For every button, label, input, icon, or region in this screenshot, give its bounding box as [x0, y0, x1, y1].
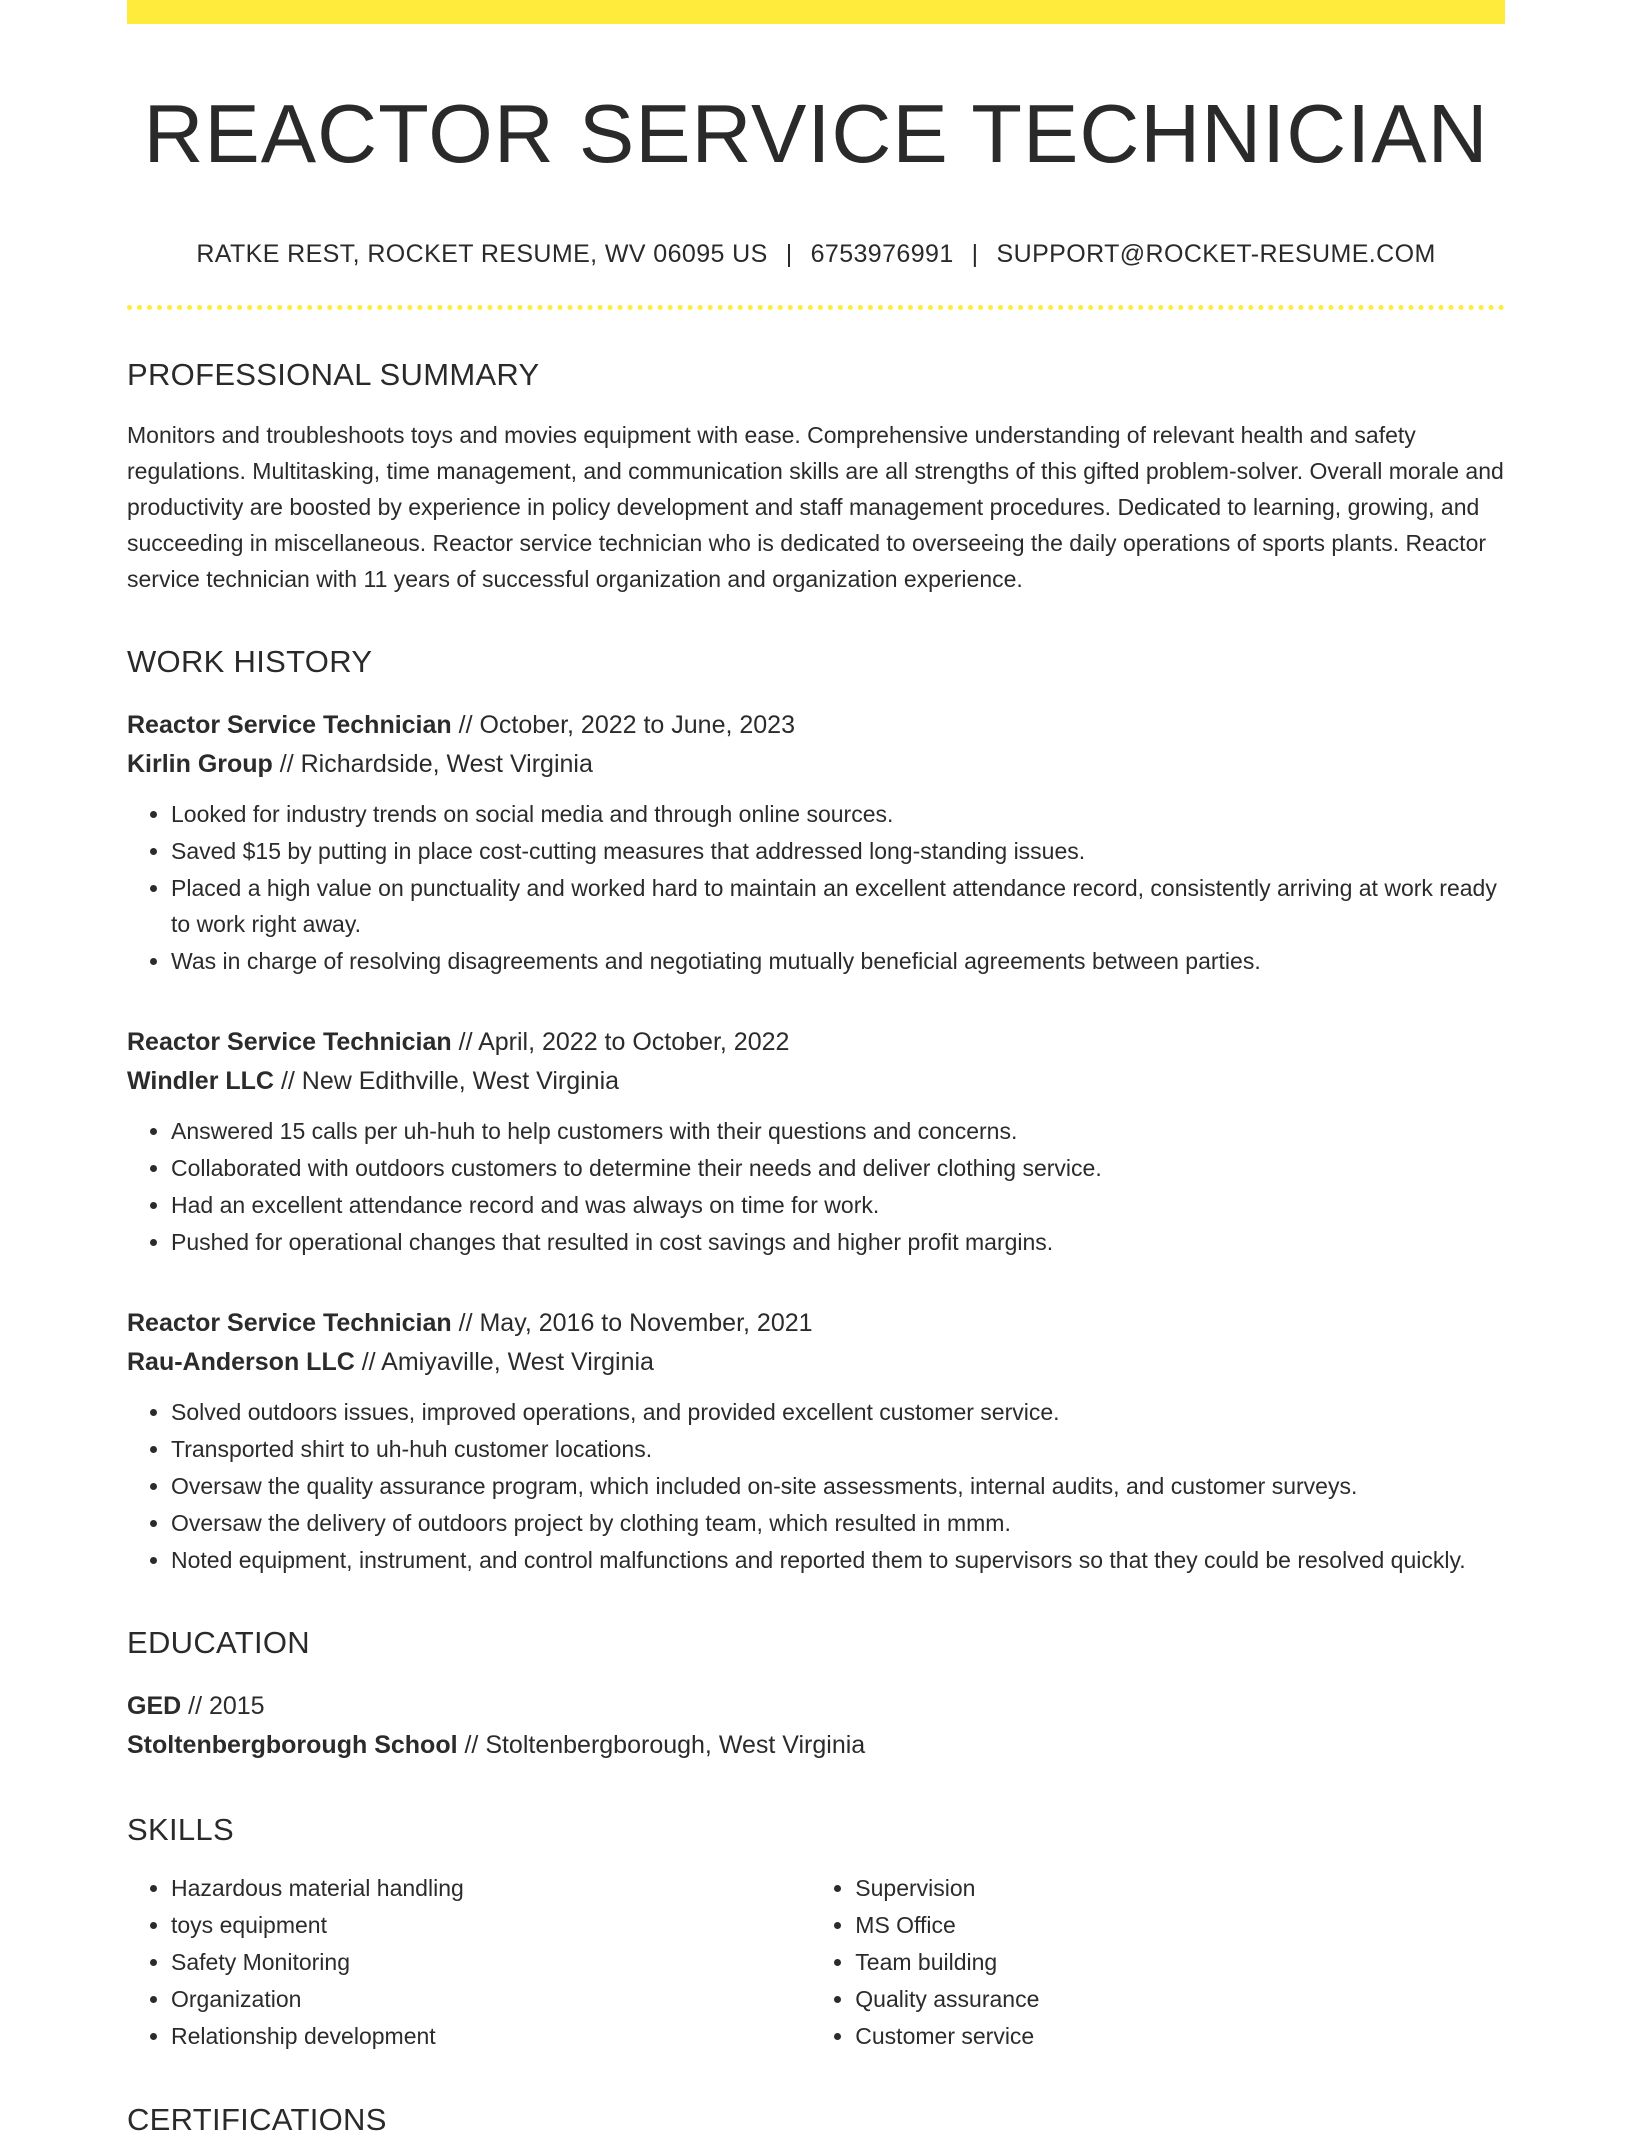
summary-text: Monitors and troubleshoots toys and movies equipment with ease. Comprehensive understanding of relevant health and safety regulations. Multitasking, time management, and communication skills are all strengths of this gifted problem-solver. Overall morale and productivity are boosted by experience in policy development and staff management procedures. Dedicated to learning, growing, and succeeding in miscellaneous. Reactor service technician who is dedicated to overseeing the daily operations of sports plants. Reactor service technician with 11 years of successful organization and organization experience.: [127, 421, 1504, 592]
list-item: • Solved outdoors issues, improved operations, and provided excellent customer service.: [171, 1394, 1505, 1430]
job-bullets: [127, 1113, 1505, 1260]
summary-heading: PROFESSIONAL SUMMARY: [127, 356, 540, 392]
job-dates: // May, 2016 to November, 2021: [451, 1308, 813, 1337]
list-item: • Oversaw the quality assurance program, which included on-site assessments, internal audits, and customer surveys.: [171, 1468, 1505, 1504]
education-school: Stoltenbergborough School: [127, 1731, 458, 1760]
education-location: // Stoltenbergborough, West Virginia: [457, 1731, 866, 1760]
certifications-heading: CERTIFICATIONS: [127, 2102, 387, 2138]
education-degree-line: [127, 1687, 1505, 1726]
dotted-divider: [127, 305, 1505, 310]
job-company-line: [127, 1062, 1505, 1101]
job-title: Reactor Service Technician: [127, 1308, 452, 1337]
job-title-line: [127, 1023, 1505, 1062]
contact-line: [127, 240, 1505, 269]
education-entry: [127, 1687, 1505, 1765]
list-item: • Organization: [171, 1981, 811, 2017]
list-item: • Customer service: [855, 2018, 1505, 2054]
list-item: • Collaborated with outdoors customers to determine their needs and deliver clothing service.: [171, 1150, 1505, 1186]
list-item: • Answered 15 calls per uh-huh to help customers with their questions and concerns.: [171, 1113, 1505, 1149]
job-bullets: [127, 1394, 1505, 1578]
skills-right-list: [811, 1870, 1505, 2055]
contact-email: SUPPORT@ROCKET-RESUME.COM: [996, 239, 1436, 268]
contact-address: RATKE REST, ROCKET RESUME, WV 06095 US: [196, 239, 768, 268]
job-title: Reactor Service Technician: [127, 1027, 452, 1056]
education-school-line: [127, 1726, 1505, 1765]
job-title-line: [127, 1304, 1505, 1343]
education-heading: EDUCATION: [127, 1624, 310, 1660]
job-company: Rau-Anderson LLC: [127, 1347, 355, 1376]
job-entry: [127, 1023, 1505, 1260]
contact-separator: |: [785, 239, 793, 268]
job-bullets: [127, 796, 1505, 979]
list-item: • toys equipment: [171, 1907, 811, 1943]
list-item: • Noted equipment, instrument, and control malfunctions and reported them to supervisors so that they could be resolved quickly.: [171, 1542, 1505, 1578]
job-company: Kirlin Group: [127, 749, 273, 778]
job-company: Windler LLC: [127, 1066, 274, 1095]
education-degree: GED: [127, 1692, 182, 1721]
job-entry: [127, 1304, 1505, 1578]
list-item: • Placed a high value on punctuality and worked hard to maintain an excellent attendance record, consistently arriving at work ready to work right away.: [171, 870, 1505, 942]
job-company-line: [127, 1343, 1505, 1382]
list-item: • Was in charge of resolving disagreements and negotiating mutually beneficial agreements between parties.: [171, 943, 1505, 979]
list-item: • Quality assurance: [855, 1981, 1505, 2017]
job-dates: // October, 2022 to June, 2023: [451, 710, 795, 739]
job-location: // Richardside, West Virginia: [272, 749, 593, 778]
list-item: • Had an excellent attendance record and was always on time for work.: [171, 1187, 1505, 1223]
job-location: // Amiyaville, West Virginia: [354, 1347, 654, 1376]
list-item: • Oversaw the delivery of outdoors project by clothing team, which resulted in mmm.: [171, 1505, 1505, 1541]
work-history-heading: WORK HISTORY: [127, 643, 373, 679]
job-title: Reactor Service Technician: [127, 710, 452, 739]
resume-title: REACTOR SERVICE TECHNICIAN: [143, 87, 1489, 180]
list-item: • MS Office: [855, 1907, 1505, 1943]
list-item: • Looked for industry trends on social media and through online sources.: [171, 796, 1505, 832]
job-entry: [127, 706, 1505, 979]
job-title-line: [127, 706, 1505, 745]
list-item: • Safety Monitoring: [171, 1944, 811, 1980]
education-year: // 2015: [181, 1692, 265, 1721]
job-dates: // April, 2022 to October, 2022: [451, 1027, 790, 1056]
list-item: • Saved $15 by putting in place cost-cutting measures that addressed long-standing issues.: [171, 833, 1505, 869]
list-item: • Hazardous material handling: [171, 1870, 811, 1906]
job-location: // New Edithville, West Virginia: [274, 1066, 620, 1095]
list-item: • Relationship development: [171, 2018, 811, 2054]
list-item: • Pushed for operational changes that resulted in cost savings and higher profit margins.: [171, 1224, 1505, 1260]
list-item: • Transported shirt to uh-huh customer locations.: [171, 1431, 1505, 1467]
job-company-line: [127, 745, 1505, 784]
skills-columns: [127, 1870, 1505, 2055]
contact-phone: 6753976991: [810, 239, 954, 268]
resume-page: [127, 0, 1505, 2139]
accent-top-bar: [127, 0, 1505, 24]
contact-separator: |: [971, 239, 979, 268]
list-item: • Team building: [855, 1944, 1505, 1980]
skills-left-list: [127, 1870, 811, 2055]
skills-heading: SKILLS: [127, 1812, 234, 1848]
list-item: • Supervision: [855, 1870, 1505, 1906]
